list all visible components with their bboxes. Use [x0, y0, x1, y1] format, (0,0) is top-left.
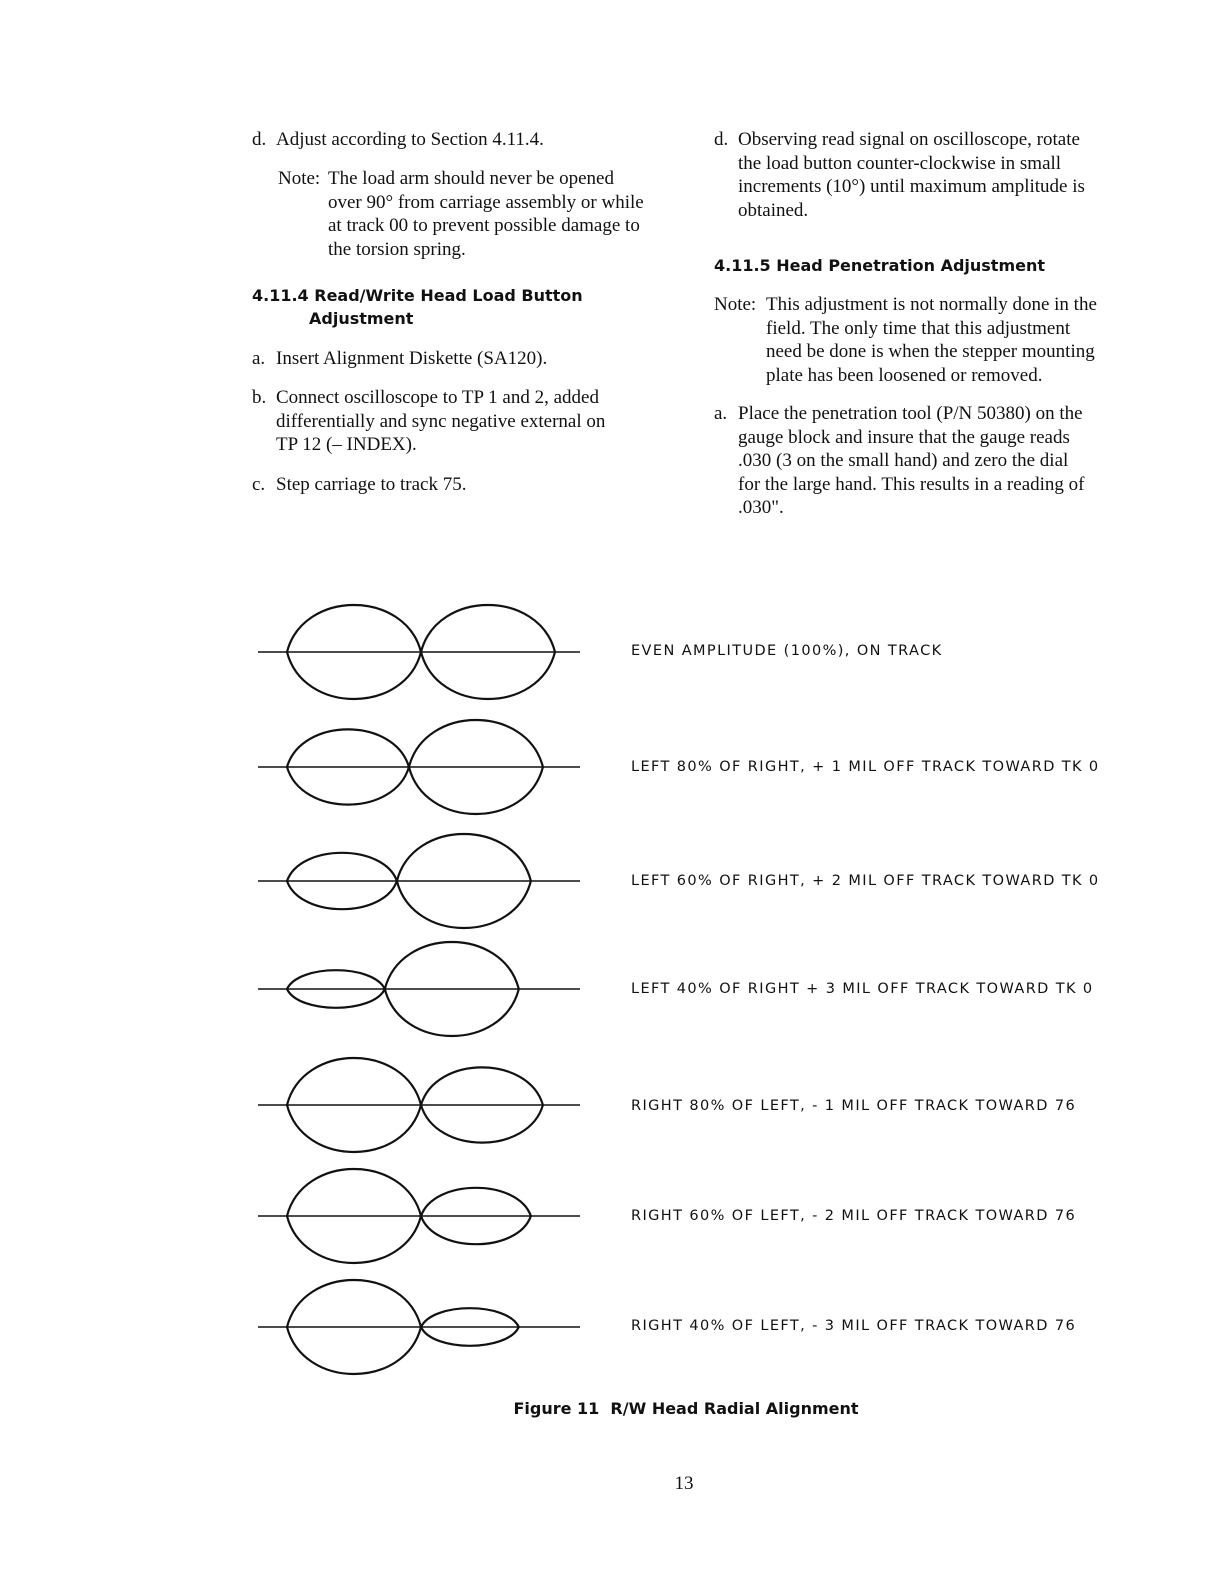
left-item-b-text [276, 386, 605, 457]
note-line-text: This adjustment is not normally done in the [766, 294, 1097, 315]
right-lobe [421, 1308, 519, 1346]
left-item-d-text: Adjust according to Section 4.11.4. [276, 129, 544, 150]
waveform-label: LEFT 60% OF RIGHT, + 2 MIL OFF TRACK TOWARD TK 0 [631, 873, 1100, 889]
heading-line: Adjustment [309, 309, 414, 328]
list-marker: c. [252, 474, 266, 495]
left-lobe [287, 970, 385, 1008]
right-item-a-text [738, 402, 1084, 520]
left-lobe [287, 1280, 421, 1374]
text-line: TP 12 (– INDEX). [276, 434, 417, 455]
note-line [766, 364, 1097, 388]
left-note-text [328, 167, 644, 261]
page-number-wrap [0, 1472, 1224, 1496]
right-lobe [421, 1067, 543, 1142]
heading-line: 4.11.4 Read/Write Head Load Button [252, 286, 583, 305]
left-item-a-text: Insert Alignment Diskette (SA120). [276, 348, 548, 369]
figure-caption: Figure 11 R/W Head Radial Alignment [513, 1399, 859, 1418]
left-lobe [287, 729, 409, 804]
right-lobe [397, 834, 531, 928]
right-note-text [766, 293, 1097, 387]
text-line: for the large hand. This results in a reading of [738, 473, 1085, 495]
note-line [766, 293, 1097, 317]
text-line: obtained. [738, 199, 809, 221]
waveform-label: RIGHT 60% OF LEFT, - 2 MIL OFF TRACK TOWARD 76 [631, 1208, 1077, 1224]
right-lobe [409, 720, 543, 814]
right-item-d-text [738, 128, 1085, 222]
text-line: Place the penetration tool (P/N 50380) on the [738, 403, 1083, 424]
left-lobe [287, 853, 397, 909]
left-lobe [287, 605, 421, 699]
note-line [766, 340, 1097, 364]
list-marker: d. [252, 129, 267, 150]
text-line: .030 (3 on the small hand) and zero the dial [738, 450, 1069, 471]
note-label: Note: [278, 168, 321, 189]
list-marker: a. [714, 403, 728, 424]
waveform-row [258, 1169, 580, 1263]
left-lobe [287, 1169, 421, 1263]
waveform-row [258, 720, 580, 814]
note-line-text: plate has been loosened or removed. [766, 364, 1043, 386]
page-number: 13 [674, 1473, 694, 1494]
text-line: gauge block and insure that the gauge reads [738, 426, 1070, 448]
text-line: increments (10°) until maximum amplitude is [738, 176, 1085, 197]
note-line-text: field. The only time that this adjustment [766, 317, 1071, 339]
right-lobe [421, 1188, 531, 1244]
waveform-row [258, 1280, 580, 1374]
note-line [766, 317, 1097, 341]
waveform-label: LEFT 80% OF RIGHT, + 1 MIL OFF TRACK TOWARD TK 0 [631, 759, 1100, 775]
right-lobe [385, 942, 519, 1036]
text-line: .030". [738, 497, 784, 518]
note-line-text: need be done is when the stepper mounting [766, 341, 1095, 362]
note-line: at track 00 to prevent possible damage to [328, 215, 640, 236]
note-line: the torsion spring. [328, 238, 466, 260]
waveform-row [258, 605, 580, 699]
figure-caption-wrap [0, 1397, 1224, 1420]
section-heading-4-11-5: 4.11.5 Head Penetration Adjustment [714, 256, 1046, 275]
left-item-c-text: Step carriage to track 75. [276, 474, 467, 495]
list-marker: a. [252, 348, 266, 369]
right-lobe [421, 605, 555, 699]
waveform-row [258, 942, 580, 1036]
section-heading-4-11-4 [252, 284, 583, 330]
text-line: Connect oscilloscope to TP 1 and 2, added [276, 387, 599, 408]
list-marker: d. [714, 129, 729, 150]
note-line: over 90° from carriage assembly or while [328, 191, 644, 213]
note-label: Note: [714, 294, 757, 315]
waveform-row [258, 834, 580, 928]
left-lobe [287, 1058, 421, 1152]
waveform-label: EVEN AMPLITUDE (100%), ON TRACK [631, 643, 943, 659]
note-line: The load arm should never be opened [328, 168, 614, 189]
waveform-row [258, 1058, 580, 1152]
text-line: differentially and sync negative external on [276, 410, 606, 432]
list-marker: b. [252, 387, 267, 408]
waveform-label: RIGHT 40% OF LEFT, - 3 MIL OFF TRACK TOWARD 76 [631, 1318, 1077, 1334]
text-line: the load button counter-clockwise in small [738, 152, 1062, 174]
text-line: Observing read signal on oscilloscope, rotate [738, 129, 1080, 150]
waveform-label: LEFT 40% OF RIGHT + 3 MIL OFF TRACK TOWARD TK 0 [631, 981, 1094, 997]
waveform-label: RIGHT 80% OF LEFT, - 1 MIL OFF TRACK TOWARD 76 [631, 1098, 1077, 1114]
